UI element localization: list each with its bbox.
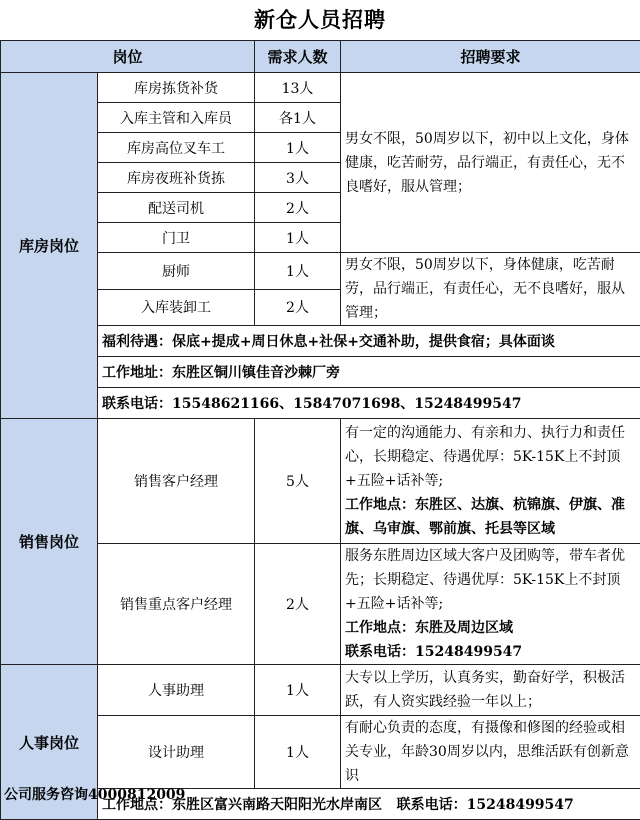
count-cell: 1人 bbox=[255, 133, 341, 163]
position-cell: 库房高位叉车工 bbox=[98, 133, 255, 163]
count-cell: 1人 bbox=[255, 716, 341, 789]
requirement-cell: 男女不限，50周岁以下，身体健康，吃苦耐劳，品行端正，有责任心，无不良嗜好，服从管理； bbox=[341, 253, 640, 326]
table-row bbox=[1, 419, 640, 544]
section-warehouse: 库房岗位 bbox=[1, 73, 98, 419]
count-cell: 3人 bbox=[255, 163, 341, 193]
count-cell: 1人 bbox=[255, 223, 341, 253]
benefits: 福利待遇：保底+提成+周日休息+社保+交通补助，提供食宿；具体面谈 bbox=[98, 326, 640, 357]
header-count: 需求人数 bbox=[255, 41, 341, 73]
position-cell: 厨师 bbox=[98, 253, 255, 290]
position-cell: 库房夜班补货拣 bbox=[98, 163, 255, 193]
count-cell: 13人 bbox=[255, 73, 341, 103]
position-cell: 销售客户经理 bbox=[98, 419, 255, 544]
contact-phone: 联系电话：15248499547 bbox=[345, 644, 522, 660]
position-cell: 配送司机 bbox=[98, 193, 255, 223]
table-row bbox=[1, 665, 640, 716]
requirement-cell bbox=[341, 419, 640, 544]
position-cell: 人事助理 bbox=[98, 665, 255, 716]
table-row bbox=[1, 73, 640, 103]
requirement-cell: 大专以上学历，认真务实，勤奋好学，积极活跃，有人资实践经验一年以上； bbox=[341, 665, 640, 716]
count-cell: 1人 bbox=[255, 253, 341, 290]
header-row bbox=[1, 41, 640, 73]
work-address: 工作地址：东胜区铜川镇佳音沙棘厂旁 bbox=[98, 357, 640, 388]
count-cell: 2人 bbox=[255, 544, 341, 665]
count-cell: 2人 bbox=[255, 289, 341, 326]
header-requirements: 招聘要求 bbox=[341, 41, 640, 73]
position-cell: 销售重点客户经理 bbox=[98, 544, 255, 665]
contact-phone: 联系电话：15548621166、15847071698、15248499547 bbox=[98, 388, 640, 419]
requirement-text: 有一定的沟通能力、有亲和力、执行力和责任心，长期稳定、待遇优厚：5K-15K上不封顶+五险+话补等; bbox=[345, 425, 625, 489]
count-cell: 2人 bbox=[255, 193, 341, 223]
position-cell: 门卫 bbox=[98, 223, 255, 253]
requirement-cell: 男女不限，50周岁以下，初中以上文化，身体健康，吃苦耐劳，品行端正，有责任心，无不良嗜好，服从管理； bbox=[341, 73, 640, 253]
position-cell: 设计助理 bbox=[98, 716, 255, 789]
page-title: 新仓人员招聘 bbox=[0, 0, 640, 40]
work-location: 工作地点：东胜区、达旗、杭锦旗、伊旗、准旗、乌审旗、鄂前旗、托县等区域 bbox=[345, 497, 625, 537]
hr-contact: 工作地点：东胜区富兴南路天阳阳光水岸南区 联系电话：15248499547 bbox=[98, 789, 640, 820]
position-cell: 入库主管和入库员 bbox=[98, 103, 255, 133]
requirement-cell: 有耐心负责的态度，有摄像和修图的经验或相关专业，年龄30周岁以内，思维活跃有创新意识 bbox=[341, 716, 640, 789]
work-location: 工作地点：东胜及周边区域 bbox=[345, 620, 513, 636]
requirement-cell bbox=[341, 544, 640, 665]
count-cell: 各1人 bbox=[255, 103, 341, 133]
section-sales: 销售岗位 bbox=[1, 419, 98, 665]
header-position: 岗位 bbox=[1, 41, 255, 73]
count-cell: 5人 bbox=[255, 419, 341, 544]
section-hr: 人事岗位 bbox=[1, 665, 98, 820]
position-cell: 入库装卸工 bbox=[98, 289, 255, 326]
requirement-text: 服务东胜周边区域大客户及团购等，带车者优先；长期稳定、待遇优厚：5K-15K上不封顶+五险+话补等; bbox=[345, 548, 625, 612]
count-cell: 1人 bbox=[255, 665, 341, 716]
recruitment-table bbox=[0, 40, 640, 820]
service-hotline: 公司服务咨询4000812009 bbox=[4, 784, 185, 804]
position-cell: 库房拣货补货 bbox=[98, 73, 255, 103]
